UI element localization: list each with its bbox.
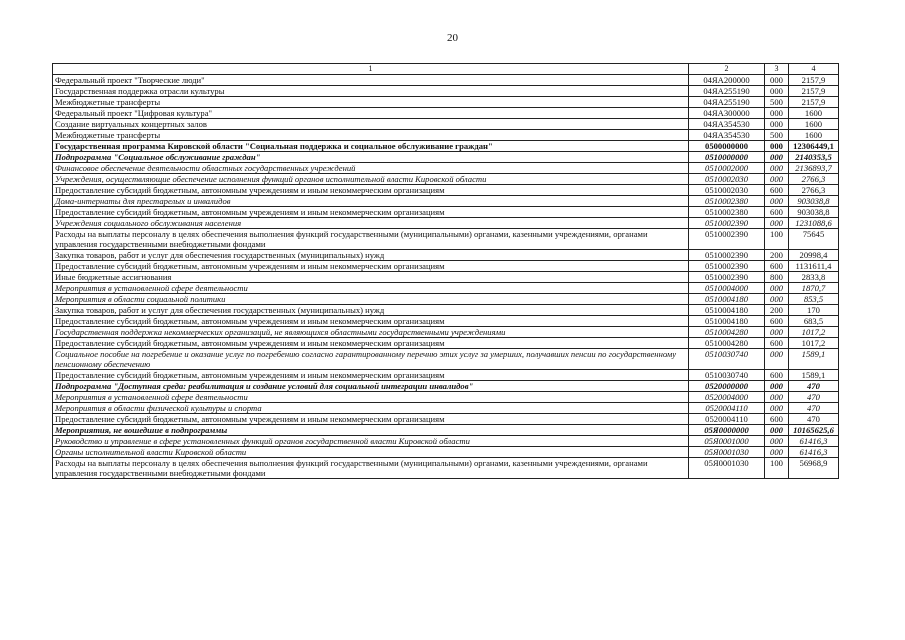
row-type-cell: 000 [765,152,789,163]
table-row [53,86,839,97]
row-amount-cell: 12306449,1 [789,141,839,152]
row-code-cell: 0510004180 [689,316,765,327]
row-type-cell: 000 [765,327,789,338]
row-name-cell: Предоставление субсидий бюджетным, автономным учреждениям и иным некоммерческим организациям [53,338,689,349]
table-row [53,207,839,218]
row-amount-cell: 1589,1 [789,349,839,370]
row-name-cell: Закупка товаров, работ и услуг для обеспечения государственных (муниципальных) нужд [53,250,689,261]
row-name-cell: Расходы на выплаты персоналу в целях обеспечения выполнения функций государственными (муниципальными) органами, казенными учреждениями, органами управления государственными внебюджетными фондами [53,458,689,479]
row-name-cell: Межбюджетные трансферты [53,130,689,141]
row-name-cell: Социальное пособие на погребение и оказание услуг по погребению согласно гарантированному перечню этих услуг за умерших, получавших пенсии по государственному пенсионному обеспечению [53,349,689,370]
row-name-cell: Иные бюджетные ассигнования [53,272,689,283]
row-type-cell: 600 [765,414,789,425]
row-code-cell: 0510004000 [689,283,765,294]
row-name-cell: Предоставление субсидий бюджетным, автономным учреждениям и иным некоммерческим организациям [53,370,689,381]
row-type-cell: 000 [765,403,789,414]
column-number-4: 4 [789,64,839,75]
row-code-cell: 0510002390 [689,272,765,283]
row-code-cell: 0510002390 [689,250,765,261]
table-row [53,392,839,403]
table-row [53,119,839,130]
table-row [53,75,839,86]
row-amount-cell: 75645 [789,229,839,250]
row-amount-cell: 1131611,4 [789,261,839,272]
row-name-cell: Создание виртуальных концертных залов [53,119,689,130]
row-code-cell: 05Я0000000 [689,425,765,436]
row-name-cell: Межбюджетные трансферты [53,97,689,108]
table-row [53,174,839,185]
row-type-cell: 800 [765,272,789,283]
row-amount-cell: 10165625,6 [789,425,839,436]
row-amount-cell: 2136893,7 [789,163,839,174]
row-name-cell: Мероприятия, не вошедшие в подпрограммы [53,425,689,436]
row-code-cell: 04ЯА354530 [689,130,765,141]
table-row [53,261,839,272]
row-type-cell: 600 [765,207,789,218]
row-type-cell: 000 [765,141,789,152]
row-amount-cell: 1017,2 [789,338,839,349]
page-number: 20 [447,32,458,44]
row-type-cell: 200 [765,305,789,316]
row-name-cell: Учреждения, осуществляющие обеспечение исполнения функций органов исполнительной власти Кировской области [53,174,689,185]
table-row [53,447,839,458]
row-type-cell: 200 [765,250,789,261]
row-code-cell: 0510002030 [689,185,765,196]
table-row [53,272,839,283]
column-number-3: 3 [765,64,789,75]
row-type-cell: 000 [765,218,789,229]
row-name-cell: Предоставление субсидий бюджетным, автономным учреждениям и иным некоммерческим организациям [53,207,689,218]
table-row [53,97,839,108]
row-type-cell: 600 [765,316,789,327]
table-row [53,130,839,141]
table-row [53,185,839,196]
row-type-cell: 000 [765,283,789,294]
row-code-cell: 0510030740 [689,370,765,381]
row-code-cell: 0510004280 [689,338,765,349]
column-number-row [53,64,839,75]
table-row [53,414,839,425]
row-type-cell: 000 [765,447,789,458]
row-type-cell: 600 [765,370,789,381]
row-type-cell: 000 [765,108,789,119]
row-amount-cell: 61416,3 [789,447,839,458]
row-type-cell: 100 [765,229,789,250]
row-name-cell: Федеральный проект "Цифровая культура" [53,108,689,119]
row-code-cell: 05Я0001030 [689,458,765,479]
row-code-cell: 0520000000 [689,381,765,392]
row-type-cell: 000 [765,196,789,207]
row-code-cell: 0510002380 [689,207,765,218]
table-row [53,305,839,316]
row-amount-cell: 1231088,6 [789,218,839,229]
row-amount-cell: 61416,3 [789,436,839,447]
row-type-cell: 000 [765,381,789,392]
row-code-cell: 0510002390 [689,261,765,272]
row-name-cell: Государственная поддержка некоммерческих организаций, не являющихся областными государственными учреждениями [53,327,689,338]
table-row [53,283,839,294]
row-code-cell: 0510030740 [689,349,765,370]
row-amount-cell: 1589,1 [789,370,839,381]
row-name-cell: Федеральный проект "Творческие люди" [53,75,689,86]
row-name-cell: Органы исполнительной власти Кировской области [53,447,689,458]
table-row [53,163,839,174]
row-type-cell: 600 [765,338,789,349]
row-amount-cell: 1600 [789,119,839,130]
row-name-cell: Расходы на выплаты персоналу в целях обеспечения выполнения функций государственными (муниципальными) органами, казенными учреждениями, органами управления государственными внебюджетными фондами [53,229,689,250]
row-name-cell: Подпрограмма "Социальное обслуживание граждан" [53,152,689,163]
row-type-cell: 000 [765,392,789,403]
row-type-cell: 100 [765,458,789,479]
table-row [53,141,839,152]
row-code-cell: 04ЯА255190 [689,86,765,97]
row-name-cell: Мероприятия в установленной сфере деятельности [53,283,689,294]
row-amount-cell: 2140353,5 [789,152,839,163]
row-type-cell: 000 [765,75,789,86]
row-code-cell: 0500000000 [689,141,765,152]
row-code-cell: 0510004280 [689,327,765,338]
row-name-cell: Подпрограмма "Доступная среда: реабилитация и создание условий для социальной интеграции инвалидов" [53,381,689,392]
table-row [53,229,839,250]
row-amount-cell: 470 [789,414,839,425]
row-type-cell: 000 [765,425,789,436]
table-row [53,294,839,305]
row-type-cell: 600 [765,185,789,196]
row-code-cell: 04ЯА255190 [689,97,765,108]
table-row [53,338,839,349]
row-amount-cell: 2157,9 [789,75,839,86]
table-row [53,436,839,447]
row-amount-cell: 1600 [789,108,839,119]
row-code-cell: 0510000000 [689,152,765,163]
row-code-cell: 0520004110 [689,414,765,425]
row-code-cell: 0510002390 [689,229,765,250]
row-type-cell: 000 [765,86,789,97]
row-name-cell: Мероприятия в области социальной политики [53,294,689,305]
row-code-cell: 0520004000 [689,392,765,403]
row-name-cell: Мероприятия в области физической культуры и спорта [53,403,689,414]
table-row [53,218,839,229]
row-amount-cell: 1017,2 [789,327,839,338]
row-amount-cell: 470 [789,403,839,414]
table-row [53,425,839,436]
row-code-cell: 0510002030 [689,174,765,185]
row-code-cell: 0510004180 [689,305,765,316]
row-type-cell: 000 [765,119,789,130]
row-name-cell: Учреждения социального обслуживания населения [53,218,689,229]
row-code-cell: 05Я0001000 [689,436,765,447]
row-name-cell: Государственная поддержка отрасли культуры [53,86,689,97]
row-code-cell: 0510002000 [689,163,765,174]
budget-table-body [53,64,839,479]
row-amount-cell: 1870,7 [789,283,839,294]
row-code-cell: 0510002390 [689,218,765,229]
row-code-cell: 0510004180 [689,294,765,305]
table-row [53,349,839,370]
row-amount-cell: 2833,8 [789,272,839,283]
row-name-cell: Финансовое обеспечение деятельности областных государственных учреждений [53,163,689,174]
row-type-cell: 000 [765,163,789,174]
table-row [53,108,839,119]
row-name-cell: Руководство и управление в сфере установленных функций органов государственной власти Кировской области [53,436,689,447]
row-name-cell: Государственная программа Кировской области "Социальная поддержка и социальное обслуживание граждан" [53,141,689,152]
row-amount-cell: 903038,8 [789,196,839,207]
budget-table [52,63,839,479]
column-number-1: 1 [53,64,689,75]
row-code-cell: 05Я0001030 [689,447,765,458]
row-amount-cell: 2766,3 [789,185,839,196]
row-name-cell: Предоставление субсидий бюджетным, автономным учреждениям и иным некоммерческим организациям [53,316,689,327]
row-name-cell: Дома-интернаты для престарелых и инвалидов [53,196,689,207]
table-row [53,370,839,381]
row-type-cell: 500 [765,97,789,108]
row-amount-cell: 683,5 [789,316,839,327]
row-amount-cell: 2157,9 [789,86,839,97]
table-row [53,196,839,207]
row-amount-cell: 470 [789,392,839,403]
table-row [53,327,839,338]
row-code-cell: 04ЯА300000 [689,108,765,119]
table-row [53,250,839,261]
row-amount-cell: 20998,4 [789,250,839,261]
row-amount-cell: 2157,9 [789,97,839,108]
row-name-cell: Предоставление субсидий бюджетным, автономным учреждениям и иным некоммерческим организациям [53,414,689,425]
row-amount-cell: 2766,3 [789,174,839,185]
row-type-cell: 000 [765,294,789,305]
row-code-cell: 0520004110 [689,403,765,414]
row-type-cell: 000 [765,174,789,185]
row-name-cell: Закупка товаров, работ и услуг для обеспечения государственных (муниципальных) нужд [53,305,689,316]
row-name-cell: Мероприятия в установленной сфере деятельности [53,392,689,403]
table-row [53,152,839,163]
row-type-cell: 000 [765,436,789,447]
row-amount-cell: 903038,8 [789,207,839,218]
column-number-2: 2 [689,64,765,75]
row-amount-cell: 170 [789,305,839,316]
row-type-cell: 500 [765,130,789,141]
table-row [53,458,839,479]
row-code-cell: 04ЯА354530 [689,119,765,130]
row-type-cell: 600 [765,261,789,272]
row-amount-cell: 1600 [789,130,839,141]
row-type-cell: 000 [765,349,789,370]
row-code-cell: 04ЯА200000 [689,75,765,86]
table-row [53,403,839,414]
row-name-cell: Предоставление субсидий бюджетным, автономным учреждениям и иным некоммерческим организациям [53,185,689,196]
row-amount-cell: 56968,9 [789,458,839,479]
row-name-cell: Предоставление субсидий бюджетным, автономным учреждениям и иным некоммерческим организациям [53,261,689,272]
table-row [53,316,839,327]
row-code-cell: 0510002380 [689,196,765,207]
row-amount-cell: 470 [789,381,839,392]
row-amount-cell: 853,5 [789,294,839,305]
table-row [53,381,839,392]
